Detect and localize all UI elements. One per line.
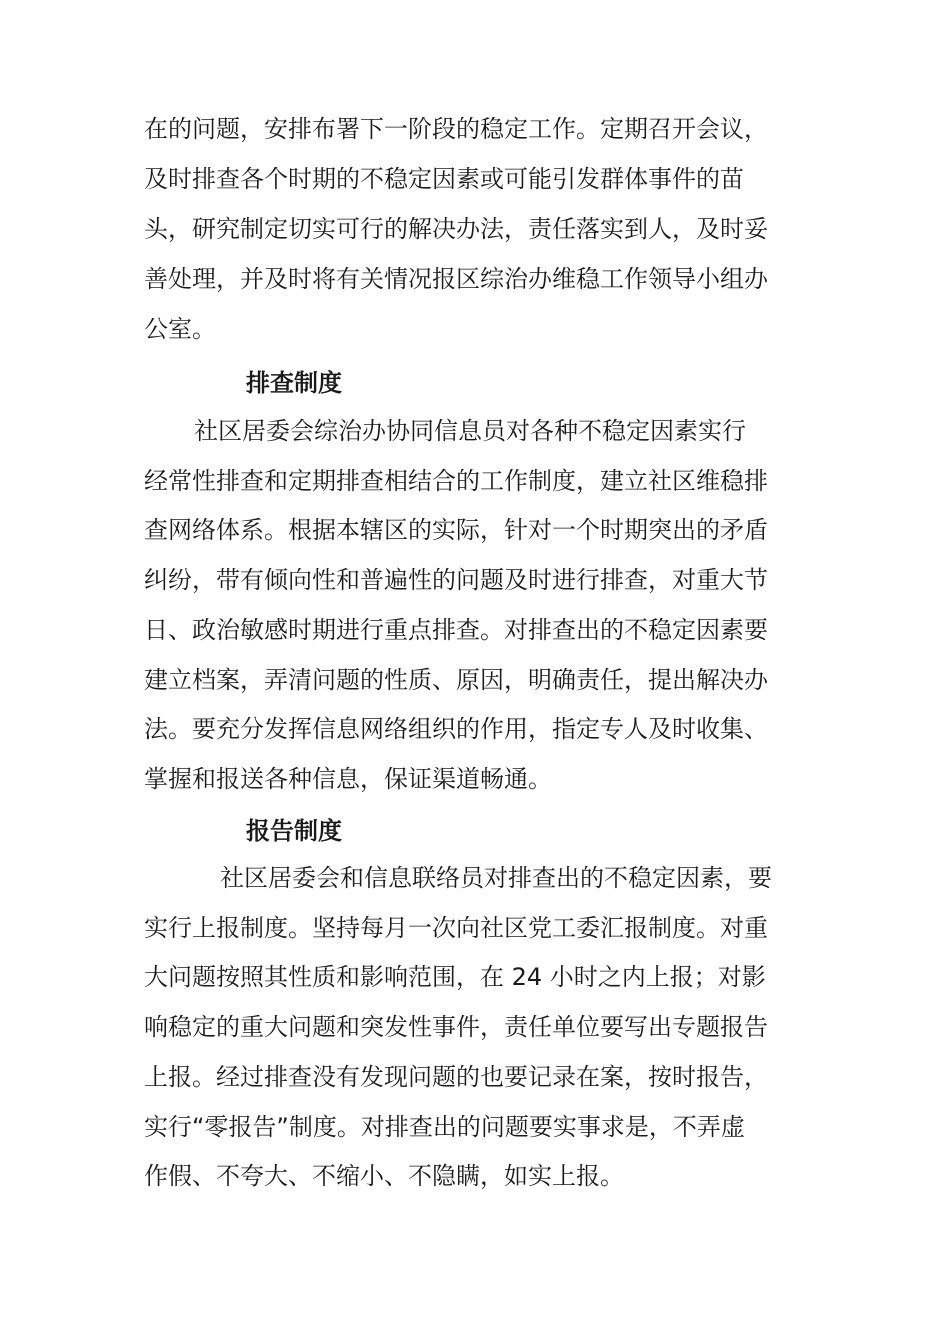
paragraph-line: 查网络体系。根据本辖区的实际，针对一个时期突出的矛盾 (144, 516, 768, 544)
paragraph-line: 实行“零报告”制度。对排查出的问题要实事求是，不弄虚 (144, 1113, 745, 1141)
paragraph-line: 作假、不夸大、不缩小、不隐瞒，如实上报。 (144, 1162, 624, 1190)
paragraph-line: 大问题按照其性质和影响范围，在 24 小时之内上报；对影 (144, 963, 766, 991)
section-heading-inspection: 排查制度 (246, 369, 342, 397)
paragraph-line: 实行上报制度。坚持每月一次向社区党工委汇报制度。对重 (144, 914, 768, 942)
paragraph-line: 纠纷，带有倾向性和普遍性的问题及时进行排查，对重大节 (144, 566, 768, 594)
paragraph-line: 响稳定的重大问题和突发性事件，责任单位要写出专题报告 (144, 1013, 768, 1041)
paragraph-line: 头，研究制定切实可行的解决办法，责任落实到人，及时妥 (144, 215, 768, 243)
paragraph-line: 建立档案，弄清问题的性质、原因，明确责任，提出解决办 (144, 666, 768, 694)
paragraph-line: 公室。 (144, 315, 216, 343)
paragraph-line: 社区居委会综治办协同信息员对各种不稳定因素实行 (194, 417, 746, 445)
paragraph-line: 社区居委会和信息联络员对排查出的不稳定因素，要 (220, 864, 772, 892)
paragraph-line: 法。要充分发挥信息网络组织的作用，指定专人及时收集、 (144, 715, 768, 743)
paragraph-line: 在的问题，安排布署下一阶段的稳定工作。定期召开会议， (144, 115, 768, 143)
paragraph-line: 经常性排查和定期排查相结合的工作制度，建立社区维稳排 (144, 467, 768, 495)
paragraph-line: 掌握和报送各种信息，保证渠道畅通。 (144, 765, 552, 793)
paragraph-line: 善处理，并及时将有关情况报区综治办维稳工作领导小组办 (144, 265, 768, 293)
paragraph-line: 日、政治敏感时期进行重点排查。对排查出的不稳定因素要 (144, 616, 768, 644)
paragraph-line: 上报。经过排查没有发现问题的也要记录在案，按时报告， (144, 1063, 768, 1091)
paragraph-line: 及时排查各个时期的不稳定因素或可能引发群体事件的苗 (144, 165, 744, 193)
section-heading-report: 报告制度 (246, 817, 342, 845)
